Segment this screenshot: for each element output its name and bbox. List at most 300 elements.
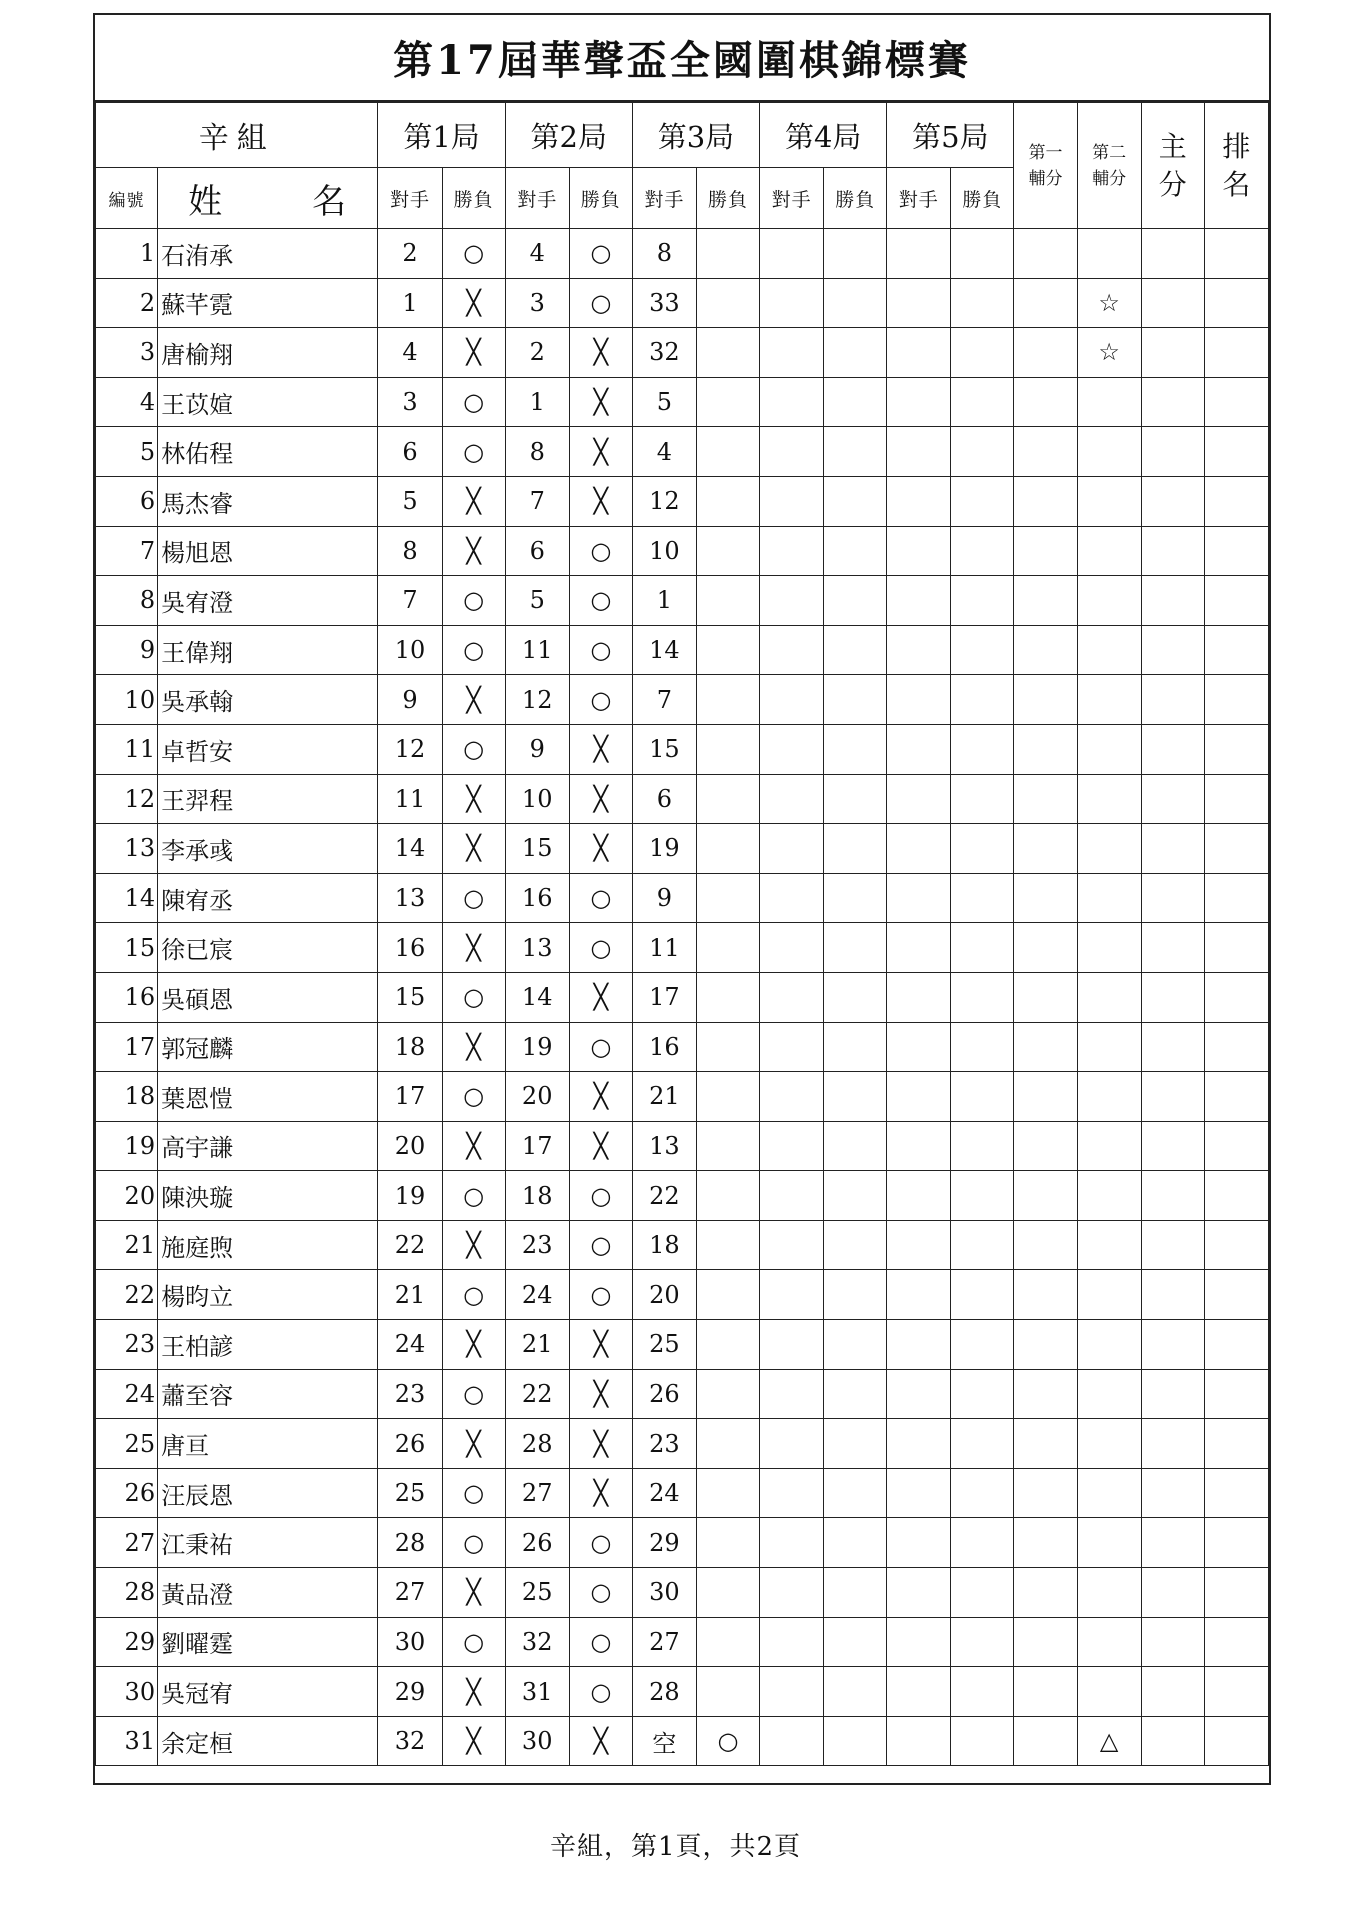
opponent-cell: 15 bbox=[378, 972, 442, 1022]
result-cell: ○ bbox=[442, 724, 505, 774]
result-cell bbox=[824, 576, 887, 626]
table-row bbox=[96, 328, 1269, 378]
result-cell: ╳ bbox=[442, 824, 505, 874]
player-number: 14 bbox=[96, 873, 158, 923]
opponent-cell bbox=[760, 328, 824, 378]
opponent-cell: 27 bbox=[378, 1568, 442, 1618]
player-name: 林佑程 bbox=[158, 427, 378, 477]
opponent-cell bbox=[760, 1369, 824, 1419]
player-number: 12 bbox=[96, 774, 158, 824]
aux-score-2-cell bbox=[1077, 1617, 1141, 1667]
main-score-cell bbox=[1141, 427, 1204, 477]
result-cell: ○ bbox=[442, 1072, 505, 1122]
result-cell: ╳ bbox=[442, 1419, 505, 1469]
result-cell bbox=[824, 923, 887, 973]
result-cell bbox=[951, 1617, 1014, 1667]
opponent-cell: 7 bbox=[632, 675, 696, 725]
main-score-cell bbox=[1141, 328, 1204, 378]
player-number: 30 bbox=[96, 1667, 158, 1717]
result-cell bbox=[951, 1369, 1014, 1419]
rank-cell bbox=[1204, 1022, 1268, 1072]
aux-score-1-cell bbox=[1014, 824, 1077, 874]
player-name: 汪辰恩 bbox=[158, 1468, 378, 1518]
result-cell: ○ bbox=[569, 278, 632, 328]
result-cell: ○ bbox=[569, 526, 632, 576]
opponent-header: 對手 bbox=[632, 168, 696, 229]
opponent-cell: 26 bbox=[505, 1518, 569, 1568]
opponent-cell bbox=[887, 377, 951, 427]
opponent-cell: 4 bbox=[505, 229, 569, 279]
opponent-cell: 空 bbox=[632, 1716, 696, 1766]
main-score-cell bbox=[1141, 1072, 1204, 1122]
rank-cell bbox=[1204, 1568, 1268, 1618]
result-cell bbox=[951, 1171, 1014, 1221]
table-row bbox=[96, 427, 1269, 477]
aux-score-1-cell bbox=[1014, 625, 1077, 675]
rank-cell bbox=[1204, 526, 1268, 576]
result-cell bbox=[824, 972, 887, 1022]
main-score-cell bbox=[1141, 1369, 1204, 1419]
opponent-cell: 11 bbox=[378, 774, 442, 824]
opponent-cell bbox=[887, 873, 951, 923]
aux-score-2-cell bbox=[1077, 724, 1141, 774]
opponent-cell: 12 bbox=[378, 724, 442, 774]
opponent-cell bbox=[887, 1716, 951, 1766]
rank-cell bbox=[1204, 724, 1268, 774]
result-cell bbox=[696, 1568, 759, 1618]
opponent-cell bbox=[887, 774, 951, 824]
player-name: 江秉祐 bbox=[158, 1518, 378, 1568]
player-number: 31 bbox=[96, 1716, 158, 1766]
opponent-cell: 28 bbox=[378, 1518, 442, 1568]
opponent-cell bbox=[760, 1667, 824, 1717]
result-cell bbox=[951, 675, 1014, 725]
aux-score-1-cell bbox=[1014, 377, 1077, 427]
player-number: 10 bbox=[96, 675, 158, 725]
opponent-cell bbox=[760, 1468, 824, 1518]
result-cell bbox=[696, 1617, 759, 1667]
result-cell bbox=[951, 1468, 1014, 1518]
opponent-cell: 9 bbox=[505, 724, 569, 774]
result-cell bbox=[824, 1667, 887, 1717]
opponent-cell: 11 bbox=[505, 625, 569, 675]
player-number: 3 bbox=[96, 328, 158, 378]
opponent-cell: 25 bbox=[632, 1320, 696, 1370]
aux-score-1-cell bbox=[1014, 675, 1077, 725]
aux-score-1-cell bbox=[1014, 1369, 1077, 1419]
opponent-cell bbox=[760, 1022, 824, 1072]
player-name: 石洧承 bbox=[158, 229, 378, 279]
result-cell bbox=[696, 972, 759, 1022]
result-cell bbox=[951, 1667, 1014, 1717]
result-cell bbox=[696, 824, 759, 874]
opponent-cell: 18 bbox=[378, 1022, 442, 1072]
opponent-cell: 13 bbox=[505, 923, 569, 973]
opponent-cell bbox=[760, 1568, 824, 1618]
result-cell bbox=[696, 1220, 759, 1270]
main-score-cell bbox=[1141, 724, 1204, 774]
opponent-cell: 17 bbox=[378, 1072, 442, 1122]
result-cell: ○ bbox=[442, 576, 505, 626]
opponent-cell: 10 bbox=[632, 526, 696, 576]
opponent-cell: 4 bbox=[632, 427, 696, 477]
result-cell bbox=[951, 1270, 1014, 1320]
player-rows bbox=[96, 229, 1269, 1766]
result-cell bbox=[951, 1022, 1014, 1072]
table-row bbox=[96, 229, 1269, 279]
player-name: 陳泱璇 bbox=[158, 1171, 378, 1221]
aux-score-2-cell bbox=[1077, 824, 1141, 874]
main-score-cell bbox=[1141, 1171, 1204, 1221]
result-cell: ╳ bbox=[569, 427, 632, 477]
opponent-cell bbox=[760, 526, 824, 576]
player-number: 7 bbox=[96, 526, 158, 576]
table-row bbox=[96, 625, 1269, 675]
result-cell bbox=[824, 1617, 887, 1667]
opponent-cell bbox=[887, 1220, 951, 1270]
aux-score-2-cell bbox=[1077, 972, 1141, 1022]
opponent-cell bbox=[887, 1072, 951, 1122]
rank-cell bbox=[1204, 229, 1268, 279]
opponent-cell: 32 bbox=[505, 1617, 569, 1667]
result-cell: ○ bbox=[569, 229, 632, 279]
page-footer: 辛組，第1頁，共2頁 bbox=[549, 1832, 802, 1862]
result-cell bbox=[951, 1072, 1014, 1122]
result-cell: ○ bbox=[442, 229, 505, 279]
aux-score-2-header: 第二 輔分 bbox=[1077, 103, 1141, 229]
opponent-cell bbox=[887, 1617, 951, 1667]
opponent-cell: 7 bbox=[378, 576, 442, 626]
aux-score-1-cell bbox=[1014, 1518, 1077, 1568]
result-cell bbox=[824, 229, 887, 279]
result-cell: ○ bbox=[569, 923, 632, 973]
opponent-cell: 2 bbox=[378, 229, 442, 279]
player-name: 黃品澄 bbox=[158, 1568, 378, 1618]
rank-cell bbox=[1204, 328, 1268, 378]
result-cell bbox=[951, 229, 1014, 279]
result-cell bbox=[951, 1419, 1014, 1469]
result-cell bbox=[824, 1568, 887, 1618]
table-row bbox=[96, 1022, 1269, 1072]
aux-score-1-cell bbox=[1014, 724, 1077, 774]
opponent-cell bbox=[887, 923, 951, 973]
aux-score-1-cell bbox=[1014, 1568, 1077, 1618]
opponent-cell: 5 bbox=[505, 576, 569, 626]
opponent-cell bbox=[887, 1518, 951, 1568]
opponent-cell bbox=[887, 625, 951, 675]
opponent-cell bbox=[887, 1121, 951, 1171]
standings-table bbox=[95, 102, 1269, 1766]
result-cell bbox=[696, 1369, 759, 1419]
result-cell: ○ bbox=[569, 1568, 632, 1618]
opponent-cell: 1 bbox=[505, 377, 569, 427]
result-cell: ○ bbox=[569, 675, 632, 725]
main-score-cell bbox=[1141, 1568, 1204, 1618]
opponent-cell bbox=[887, 1320, 951, 1370]
opponent-cell: 21 bbox=[632, 1072, 696, 1122]
player-number: 26 bbox=[96, 1468, 158, 1518]
result-cell: ○ bbox=[442, 1518, 505, 1568]
result-cell bbox=[696, 774, 759, 824]
aux-score-1-cell bbox=[1014, 1022, 1077, 1072]
player-number: 2 bbox=[96, 278, 158, 328]
result-cell bbox=[696, 1468, 759, 1518]
rank-cell bbox=[1204, 873, 1268, 923]
result-cell bbox=[824, 377, 887, 427]
result-cell bbox=[696, 576, 759, 626]
rank-cell bbox=[1204, 824, 1268, 874]
result-cell bbox=[824, 1022, 887, 1072]
result-cell: ○ bbox=[569, 1171, 632, 1221]
result-cell bbox=[696, 1270, 759, 1320]
result-cell: ○ bbox=[696, 1716, 759, 1766]
aux-score-1-cell bbox=[1014, 427, 1077, 477]
result-cell bbox=[951, 1320, 1014, 1370]
aux-score-1-cell bbox=[1014, 1270, 1077, 1320]
result-cell bbox=[696, 873, 759, 923]
aux-score-1-cell bbox=[1014, 774, 1077, 824]
opponent-cell bbox=[760, 675, 824, 725]
opponent-header: 對手 bbox=[887, 168, 951, 229]
player-number: 5 bbox=[96, 427, 158, 477]
aux-score-1-cell bbox=[1014, 1617, 1077, 1667]
result-cell bbox=[824, 476, 887, 526]
result-cell: ╳ bbox=[569, 377, 632, 427]
opponent-cell: 5 bbox=[378, 476, 442, 526]
table-row bbox=[96, 1419, 1269, 1469]
rank-cell bbox=[1204, 1171, 1268, 1221]
opponent-cell bbox=[760, 1270, 824, 1320]
result-cell bbox=[696, 1419, 759, 1469]
rank-cell bbox=[1204, 1072, 1268, 1122]
table-row bbox=[96, 476, 1269, 526]
opponent-cell: 28 bbox=[632, 1667, 696, 1717]
result-cell: ╳ bbox=[569, 724, 632, 774]
opponent-cell bbox=[887, 328, 951, 378]
main-score-cell bbox=[1141, 1220, 1204, 1270]
main-score-cell bbox=[1141, 1419, 1204, 1469]
aux-score-1-cell bbox=[1014, 1667, 1077, 1717]
opponent-cell: 3 bbox=[378, 377, 442, 427]
result-cell: ○ bbox=[442, 1468, 505, 1518]
result-cell bbox=[824, 1419, 887, 1469]
aux-score-1-cell bbox=[1014, 1716, 1077, 1766]
aux-score-1-cell bbox=[1014, 1171, 1077, 1221]
player-name: 李承彧 bbox=[158, 824, 378, 874]
opponent-cell: 9 bbox=[378, 675, 442, 725]
opponent-cell: 24 bbox=[632, 1468, 696, 1518]
aux-score-2-cell bbox=[1077, 923, 1141, 973]
player-number: 9 bbox=[96, 625, 158, 675]
aux-score-2-cell bbox=[1077, 1022, 1141, 1072]
result-cell bbox=[696, 1121, 759, 1171]
opponent-cell: 26 bbox=[632, 1369, 696, 1419]
result-cell bbox=[824, 724, 887, 774]
result-cell bbox=[824, 675, 887, 725]
rank-cell bbox=[1204, 1518, 1268, 1568]
result-cell bbox=[824, 278, 887, 328]
main-score-cell bbox=[1141, 675, 1204, 725]
opponent-cell bbox=[887, 278, 951, 328]
player-name: 施庭煦 bbox=[158, 1220, 378, 1270]
round-1-header: 第1局 bbox=[378, 103, 505, 168]
main-score-cell bbox=[1141, 1121, 1204, 1171]
result-cell: ○ bbox=[442, 1617, 505, 1667]
result-cell bbox=[824, 1121, 887, 1171]
aux-score-2-cell bbox=[1077, 1419, 1141, 1469]
opponent-cell: 15 bbox=[505, 824, 569, 874]
opponent-cell: 10 bbox=[505, 774, 569, 824]
main-score-cell bbox=[1141, 873, 1204, 923]
player-name: 吳承翰 bbox=[158, 675, 378, 725]
table-row bbox=[96, 675, 1269, 725]
table-row bbox=[96, 1171, 1269, 1221]
main-score-cell bbox=[1141, 278, 1204, 328]
aux-score-2-cell bbox=[1077, 1121, 1141, 1171]
opponent-cell: 28 bbox=[505, 1419, 569, 1469]
result-cell bbox=[696, 476, 759, 526]
opponent-cell: 8 bbox=[505, 427, 569, 477]
opponent-cell: 1 bbox=[378, 278, 442, 328]
opponent-cell: 23 bbox=[505, 1220, 569, 1270]
opponent-cell: 27 bbox=[505, 1468, 569, 1518]
aux-score-1-cell bbox=[1014, 1468, 1077, 1518]
result-cell: ╳ bbox=[442, 774, 505, 824]
result-cell: ╳ bbox=[569, 1716, 632, 1766]
aux-score-2-cell bbox=[1077, 1270, 1141, 1320]
table-row bbox=[96, 1270, 1269, 1320]
opponent-cell: 18 bbox=[505, 1171, 569, 1221]
result-cell: ╳ bbox=[569, 1369, 632, 1419]
sheet-title: 第17屆華聲盃全國圍棋錦標賽 bbox=[95, 15, 1269, 102]
player-number: 11 bbox=[96, 724, 158, 774]
opponent-cell bbox=[887, 1468, 951, 1518]
player-number: 25 bbox=[96, 1419, 158, 1469]
table-row bbox=[96, 576, 1269, 626]
table-row bbox=[96, 1320, 1269, 1370]
player-number: 28 bbox=[96, 1568, 158, 1618]
player-name: 郭冠麟 bbox=[158, 1022, 378, 1072]
aux-score-1-cell bbox=[1014, 278, 1077, 328]
table-row bbox=[96, 1568, 1269, 1618]
result-cell: ╳ bbox=[442, 1320, 505, 1370]
player-number: 4 bbox=[96, 377, 158, 427]
opponent-cell bbox=[760, 377, 824, 427]
player-name: 蕭至容 bbox=[158, 1369, 378, 1419]
aux-score-2-cell bbox=[1077, 1171, 1141, 1221]
score-sheet bbox=[93, 13, 1271, 1785]
result-cell: ╳ bbox=[569, 972, 632, 1022]
result-cell: ╳ bbox=[569, 1072, 632, 1122]
result-cell bbox=[951, 1716, 1014, 1766]
rank-cell bbox=[1204, 1320, 1268, 1370]
table-row bbox=[96, 1468, 1269, 1518]
opponent-cell: 14 bbox=[632, 625, 696, 675]
rank-cell bbox=[1204, 1716, 1268, 1766]
player-name: 劉曜霆 bbox=[158, 1617, 378, 1667]
opponent-cell bbox=[760, 427, 824, 477]
opponent-cell: 30 bbox=[632, 1568, 696, 1618]
result-cell bbox=[824, 1518, 887, 1568]
opponent-cell bbox=[760, 1220, 824, 1270]
result-cell: ○ bbox=[442, 625, 505, 675]
opponent-cell: 12 bbox=[632, 476, 696, 526]
opponent-cell: 14 bbox=[378, 824, 442, 874]
player-name: 王柏諺 bbox=[158, 1320, 378, 1370]
player-name: 高宇謙 bbox=[158, 1121, 378, 1171]
opponent-header: 對手 bbox=[760, 168, 824, 229]
opponent-cell bbox=[887, 1667, 951, 1717]
opponent-cell bbox=[887, 576, 951, 626]
result-cell bbox=[696, 724, 759, 774]
aux-score-2-cell: ☆ bbox=[1077, 278, 1141, 328]
player-name: 陳宥丞 bbox=[158, 873, 378, 923]
result-cell: ╳ bbox=[569, 1320, 632, 1370]
player-name: 王偉翔 bbox=[158, 625, 378, 675]
result-cell bbox=[696, 328, 759, 378]
result-cell bbox=[696, 377, 759, 427]
opponent-cell bbox=[887, 724, 951, 774]
rank-cell bbox=[1204, 675, 1268, 725]
opponent-cell bbox=[760, 972, 824, 1022]
result-cell: ╳ bbox=[569, 1419, 632, 1469]
result-cell: ╳ bbox=[569, 824, 632, 874]
rank-cell bbox=[1204, 377, 1268, 427]
player-name: 王羿程 bbox=[158, 774, 378, 824]
player-name: 卓哲安 bbox=[158, 724, 378, 774]
table-row bbox=[96, 972, 1269, 1022]
aux-score-2-cell bbox=[1077, 1667, 1141, 1717]
result-header: 勝負 bbox=[442, 168, 505, 229]
aux-score-1-cell bbox=[1014, 1419, 1077, 1469]
opponent-cell: 31 bbox=[505, 1667, 569, 1717]
result-cell bbox=[696, 1022, 759, 1072]
aux-score-2-cell bbox=[1077, 476, 1141, 526]
opponent-cell bbox=[760, 1419, 824, 1469]
result-cell bbox=[824, 526, 887, 576]
aux-score-1-cell bbox=[1014, 526, 1077, 576]
opponent-header: 對手 bbox=[378, 168, 442, 229]
player-name: 蘇芊霓 bbox=[158, 278, 378, 328]
aux-score-1-cell bbox=[1014, 229, 1077, 279]
main-score-cell bbox=[1141, 774, 1204, 824]
opponent-cell: 20 bbox=[505, 1072, 569, 1122]
result-cell bbox=[696, 1320, 759, 1370]
result-cell bbox=[696, 923, 759, 973]
rank-cell bbox=[1204, 972, 1268, 1022]
opponent-cell bbox=[887, 229, 951, 279]
result-cell bbox=[951, 625, 1014, 675]
aux-score-2-cell bbox=[1077, 377, 1141, 427]
main-score-cell bbox=[1141, 625, 1204, 675]
result-cell bbox=[824, 873, 887, 923]
opponent-cell: 2 bbox=[505, 328, 569, 378]
opponent-cell: 1 bbox=[632, 576, 696, 626]
opponent-cell: 7 bbox=[505, 476, 569, 526]
opponent-cell bbox=[887, 675, 951, 725]
opponent-cell: 8 bbox=[378, 526, 442, 576]
opponent-cell: 32 bbox=[378, 1716, 442, 1766]
main-score-cell bbox=[1141, 1518, 1204, 1568]
opponent-cell: 18 bbox=[632, 1220, 696, 1270]
table-row bbox=[96, 873, 1269, 923]
result-header: 勝負 bbox=[696, 168, 759, 229]
result-cell: ○ bbox=[569, 1270, 632, 1320]
result-cell bbox=[696, 278, 759, 328]
player-name: 唐榆翔 bbox=[158, 328, 378, 378]
result-cell: ╳ bbox=[569, 774, 632, 824]
result-cell bbox=[824, 328, 887, 378]
